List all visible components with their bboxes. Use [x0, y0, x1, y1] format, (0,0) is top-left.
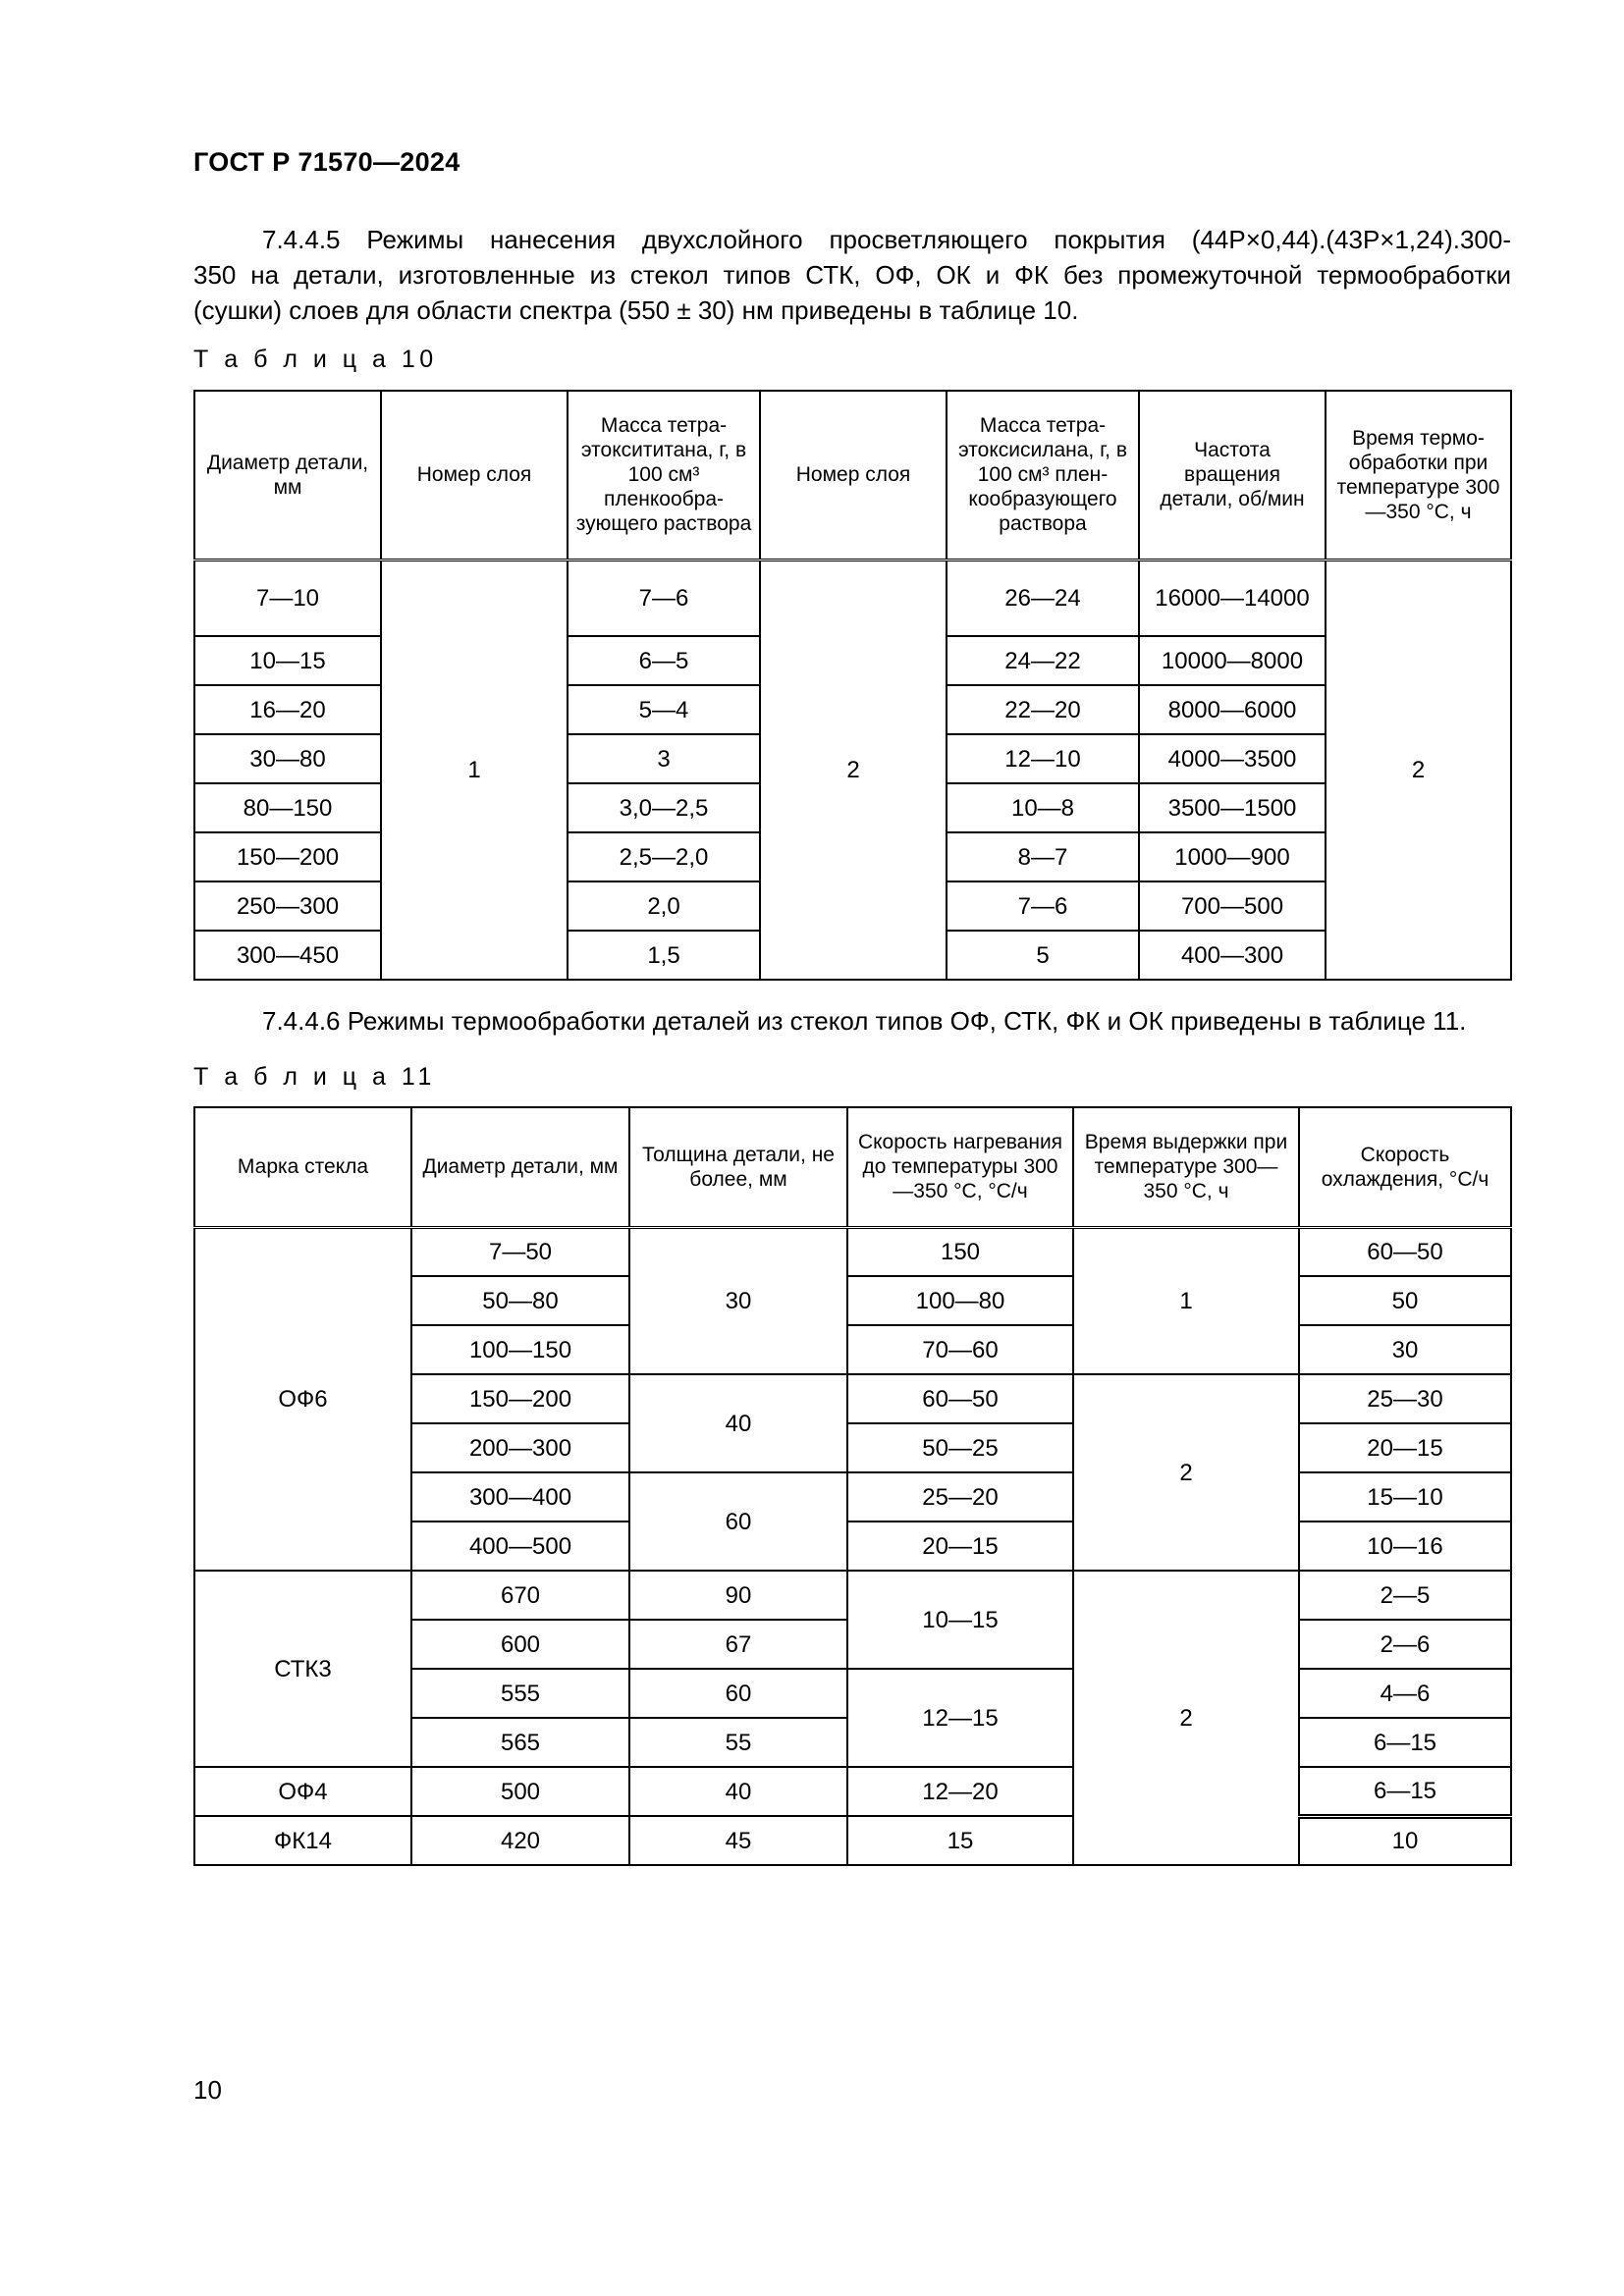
- cell-ti-mass: 2,5—2,0: [568, 832, 760, 881]
- cell-si-mass: 12—10: [947, 734, 1139, 783]
- header-cell: Номер слоя: [381, 391, 568, 560]
- paragraph-line: 350 на детали, изготовленные из стекол типов СТК, ОФ, ОК и ФК без промежуточной термообработки: [193, 260, 1511, 290]
- cell-heating: 25—20: [847, 1472, 1073, 1522]
- table-row: [194, 560, 1511, 636]
- table-row: [194, 1816, 1511, 1865]
- cell-brand: ФК14: [194, 1816, 411, 1865]
- cell-diameter: 300—450: [194, 931, 381, 980]
- table-10-caption: Т а б л и ц а 10: [193, 346, 438, 373]
- table-header-row: [194, 1107, 1511, 1227]
- cell-rpm: 4000—3500: [1139, 734, 1326, 783]
- cell-diameter: 80—150: [194, 783, 381, 832]
- cell-cooling: 10: [1299, 1816, 1511, 1865]
- cell-cooling: 6—15: [1299, 1718, 1511, 1767]
- cell-diameter: 150—200: [194, 832, 381, 881]
- cell-ti-mass: 7—6: [568, 560, 760, 636]
- cell-diameter: 600: [411, 1620, 629, 1669]
- cell-diameter: 300—400: [411, 1472, 629, 1522]
- cell-rpm: 10000—8000: [1139, 636, 1326, 685]
- paragraph-7-4-4-6: 7.4.4.6 Режимы термообработки деталей из стекол типов ОФ, СТК, ФК и ОК приведены в таблице 11.: [262, 1006, 1467, 1036]
- cell-thickness: 30: [629, 1227, 847, 1374]
- header-cell: Время выдержки при температуре 300—350 °С, ч: [1073, 1107, 1299, 1227]
- cell-diameter: 150—200: [411, 1374, 629, 1423]
- cell-diameter: 400—500: [411, 1522, 629, 1571]
- cell-rpm: 3500—1500: [1139, 783, 1326, 832]
- cell-si-mass: 22—20: [947, 685, 1139, 734]
- cell-diameter: 500: [411, 1767, 629, 1816]
- cell-diameter: 10—15: [194, 636, 381, 685]
- cell-rpm: 16000—14000: [1139, 560, 1326, 636]
- cell-diameter: 7—10: [194, 560, 381, 636]
- cell-heating: 15: [847, 1816, 1073, 1865]
- cell-cooling: 2—6: [1299, 1620, 1511, 1669]
- cell-si-mass: 10—8: [947, 783, 1139, 832]
- paragraph-line: 7.4.4.5 Режимы нанесения двухслойного просветляющего покрытия (44Р×0,44).(43Р×1,24).300-: [262, 225, 1511, 254]
- header-cell: Скорость нагревания до температуры 300—350 °С, °С/ч: [847, 1107, 1073, 1227]
- cell-thickness: 67: [629, 1620, 847, 1669]
- cell-diameter: 555: [411, 1669, 629, 1718]
- cell-brand: ОФ4: [194, 1767, 411, 1816]
- header-cell: Марка стекла: [194, 1107, 411, 1227]
- cell-cooling: 10—16: [1299, 1522, 1511, 1571]
- cell-rpm: 8000—6000: [1139, 685, 1326, 734]
- cell-ti-mass: 5—4: [568, 685, 760, 734]
- header-cell: Время термо-обработки при температуре 300—350 °С, ч: [1326, 391, 1511, 560]
- cell-ti-mass: 6—5: [568, 636, 760, 685]
- cell-ti-mass: 2,0: [568, 881, 760, 931]
- cell-heat-time: 2: [1326, 560, 1511, 980]
- cell-ti-mass: 1,5: [568, 931, 760, 980]
- cell-brand: СТК3: [194, 1571, 411, 1767]
- cell-diameter: 565: [411, 1718, 629, 1767]
- cell-heating: 60—50: [847, 1374, 1073, 1423]
- cell-cooling: 50: [1299, 1276, 1511, 1325]
- cell-diameter: 200—300: [411, 1423, 629, 1472]
- cell-diameter: 50—80: [411, 1276, 629, 1325]
- cell-si-mass: 7—6: [947, 881, 1139, 931]
- cell-rpm: 400—300: [1139, 931, 1326, 980]
- table-row: [194, 1571, 1511, 1620]
- paragraph-7-4-4-5: [193, 222, 1511, 328]
- cell-thickness: 40: [629, 1767, 847, 1816]
- cell-layer-2: 2: [760, 560, 947, 980]
- cell-thickness: 60: [629, 1472, 847, 1571]
- cell-rpm: 700—500: [1139, 881, 1326, 931]
- cell-diameter: 30—80: [194, 734, 381, 783]
- cell-heating: 12—20: [847, 1767, 1073, 1816]
- cell-heating: 12—15: [847, 1669, 1073, 1767]
- table-11: [193, 1106, 1512, 1866]
- cell-hold: 2: [1073, 1571, 1299, 1865]
- cell-thickness: 90: [629, 1571, 847, 1620]
- cell-heating: 100—80: [847, 1276, 1073, 1325]
- cell-thickness: 55: [629, 1718, 847, 1767]
- header-cell: Диаметр детали, мм: [194, 391, 381, 560]
- cell-heating: 50—25: [847, 1423, 1073, 1472]
- cell-thickness: 60: [629, 1669, 847, 1718]
- cell-thickness: 45: [629, 1816, 847, 1865]
- cell-cooling: 60—50: [1299, 1227, 1511, 1276]
- table-11-caption: Т а б л и ц а 11: [193, 1063, 436, 1091]
- table-row: [194, 1227, 1511, 1276]
- cell-cooling: 2—5: [1299, 1571, 1511, 1620]
- cell-si-mass: 26—24: [947, 560, 1139, 636]
- cell-heating: 10—15: [847, 1571, 1073, 1669]
- header-cell: Номер слоя: [760, 391, 947, 560]
- cell-heating: 70—60: [847, 1325, 1073, 1374]
- cell-cooling: 30: [1299, 1325, 1511, 1374]
- cell-diameter: 100—150: [411, 1325, 629, 1374]
- table-10: [193, 390, 1512, 981]
- header-cell: Частота вращения детали, об/мин: [1139, 391, 1326, 560]
- cell-hold: 1: [1073, 1227, 1299, 1374]
- cell-cooling: 25—30: [1299, 1374, 1511, 1423]
- cell-si-mass: 8—7: [947, 832, 1139, 881]
- page-number: 10: [193, 2075, 222, 2105]
- cell-diameter: 7—50: [411, 1227, 629, 1276]
- cell-heating: 20—15: [847, 1522, 1073, 1571]
- cell-si-mass: 5: [947, 931, 1139, 980]
- cell-cooling: 15—10: [1299, 1472, 1511, 1522]
- cell-diameter: 16—20: [194, 685, 381, 734]
- cell-layer-1: 1: [381, 560, 568, 980]
- header-cell: Скорость охлаждения, °С/ч: [1299, 1107, 1511, 1227]
- header-cell: Масса тетра-этоксисилана, г, в 100 см³ плен-кообразующего раствора: [947, 391, 1139, 560]
- cell-heating: 150: [847, 1227, 1073, 1276]
- cell-cooling: 20—15: [1299, 1423, 1511, 1472]
- cell-rpm: 1000—900: [1139, 832, 1326, 881]
- cell-diameter: 420: [411, 1816, 629, 1865]
- header-cell: Диаметр детали, мм: [411, 1107, 629, 1227]
- paragraph-line: (сушки) слоев для области спектра (550 ± 30) нм приведены в таблице 10.: [193, 295, 1079, 325]
- cell-brand: ОФ6: [194, 1227, 411, 1571]
- header-cell: Масса тетра-этоксититана, г, в 100 см³ пленкообра-зующего раствора: [568, 391, 760, 560]
- cell-cooling: 6—15: [1299, 1767, 1511, 1816]
- cell-diameter: 670: [411, 1571, 629, 1620]
- cell-ti-mass: 3: [568, 734, 760, 783]
- cell-hold: 2: [1073, 1374, 1299, 1571]
- table-row: [194, 1767, 1511, 1816]
- cell-diameter: 250—300: [194, 881, 381, 931]
- cell-si-mass: 24—22: [947, 636, 1139, 685]
- cell-cooling: 4—6: [1299, 1669, 1511, 1718]
- header-cell: Толщина детали, не более, мм: [629, 1107, 847, 1227]
- table-header-row: [194, 391, 1511, 560]
- document-header: ГОСТ Р 71570—2024: [193, 147, 460, 177]
- cell-ti-mass: 3,0—2,5: [568, 783, 760, 832]
- cell-thickness: 40: [629, 1374, 847, 1472]
